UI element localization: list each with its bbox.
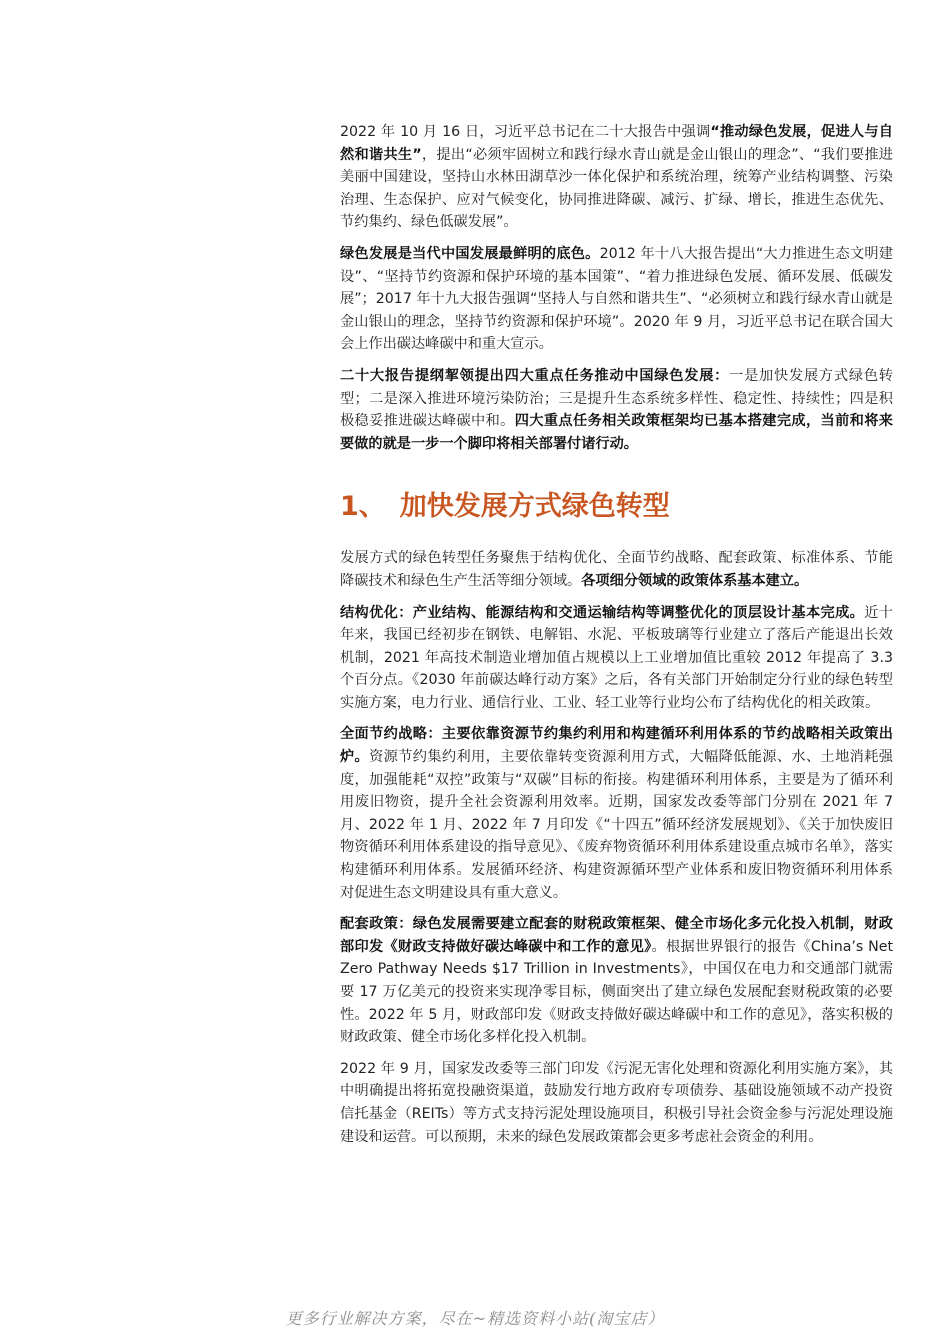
text: 一是加快发展方式绿色转型；二是深入推进环境污染防治；三是提升生态系统多样性、稳定性、持续性；四是积极稳妥推进碳达峰碳中和。 — [340, 367, 893, 430]
paragraph-intro — [340, 121, 893, 234]
text: 资源节约集约利用，主要依靠转变资源利用方式，大幅降低能源、水、土地消耗强度，加强能耗“双控”政策与“双碳”目标的衔接。构建循环利用体系，主要是为了循环利用废旧物资，提升全社会资源利用效率。近期，国家发改委等部门分别在 2021 年 7 月、2022 年 1 月、2022 年 7 月印发《“十四五”循环经济发展规划》、《关于加快废旧物资循环利用体系建设的指导意见》、《废弃物资循环利用体系建设重点城市名单》，落实构建循环利用体系。发展循环经济、构建资源循环型产业体系和废旧物资循环利用体系对促进生态文明建设具有重大意义。 — [340, 749, 893, 901]
paragraph-structure-optimization — [340, 602, 893, 715]
bold-text: 四大重点任务相关政策框架均已基本搭建完成，当前和将来要做的就是一步一个脚印将相关部署付诸行动。 — [340, 413, 893, 452]
bold-text: 全面节约战略：主要依靠资源节约集约利用和构建循环利用体系的节约战略相关政策出炉。 — [340, 726, 893, 766]
text: 发展方式的绿色转型任务聚焦于结构优化、全面节约战略、配套政策、标准体系、节能降碳技术和绿色生产生活等细分领域。 — [340, 550, 893, 589]
footer-watermark: 更多行业解决方案，尽在~精选资料小站(淘宝店） — [285, 1309, 665, 1328]
paragraph-sludge-plan — [340, 1058, 893, 1148]
text: 。根据世界银行的报告《China’s Net Zero Pathway Needs $17 Trillion in Investments》，中国仅在电力和交通部门就需要 17 万亿美元的投资来实现净零目标，侧面突出了建立绿色发展配套财税政策的必要性。2022 年 5 月，财政部印发《财政支持做好碳达峰碳中和工作的意见》，落实积极的财政政策、健全市场化多样化投入机制。 — [340, 938, 894, 1046]
paragraph-overview — [340, 547, 893, 592]
bold-text: 结构优化：产业结构、能源结构和交通运输结构等调整优化的顶层设计基本完成。 — [340, 604, 865, 621]
section-number: 1、 — [340, 491, 386, 523]
bold-text: 各项细分领域的政策体系基本建立。 — [581, 572, 809, 589]
text: 2012 年十八大报告提出“大力推进生态文明建设”、“坚持节约资源和保护环境的基本国策”、“着力推进绿色发展、循环发展、低碳发展”；2017 年十九大报告强调“坚持人与自然和谐共生”、“必须树立和践行绿水青山就是金山银山的理念，坚持节约资源和保护环境”。2020 年 9 月，习近平总书记在联合国大会上作出碳达峰碳中和重大宣示。 — [340, 245, 893, 353]
section-title: 加快发展方式绿色转型 — [399, 491, 670, 523]
text: ，提出“必须牢固树立和践行绿水青山就是金山银山的理念”、“我们要推进美丽中国建设，坚持山水林田湖草沙一体化保护和系统治理，统筹产业结构调整、污染治理、生态保护、应对气候变化，协同推进降碳、减污、扩绿、增长，推进生态优先、节约集约、绿色低碳发展”。 — [340, 146, 893, 231]
section-heading — [340, 489, 893, 525]
text: 2022 年 9 月，国家发改委等三部门印发《污泥无害化处理和资源化利用实施方案》，其中明确提出将拓宽投融资渠道，鼓励发行地方政府专项债券、基础设施领域不动产投资信托基金（REITs）等方式支持污泥处理设施项目，积极引导社会资金参与污泥处理设施建设和运营。可以预期，未来的绿色发展政策都会更多考虑社会资金的利用。 — [340, 1060, 893, 1145]
bold-text: 绿色发展是当代中国发展最鲜明的底色。 — [340, 245, 600, 262]
paragraph-four-tasks — [340, 365, 893, 455]
paragraph-saving-strategy — [340, 723, 893, 904]
bold-text: 二十大报告提纲挈领提出四大重点任务推动中国绿色发展： — [340, 367, 730, 384]
text: 2022 年 10 月 16 日，习近平总书记在二十大报告中强调 — [340, 124, 711, 140]
paragraph-green-development — [340, 243, 893, 356]
document-body — [340, 121, 893, 1157]
paragraph-supporting-policy — [340, 913, 893, 1049]
bold-text: “推动绿色发展，促进人与自然和谐共生” — [340, 124, 893, 163]
bold-text: 配套政策：绿色发展需要建立配套的财税政策框架、健全市场化多元化投入机制，财政部印发《财政支持做好碳达峰碳中和工作的意见》 — [340, 916, 893, 955]
text: 近十年来，我国已经初步在钢铁、电解铝、水泥、平板玻璃等行业建立了落后产能退出长效机制，2021 年高技术制造业增加值占规模以上工业增加值比重较 2012 年提高了 3.3 个百分点。《2030 年前碳达峰行动方案》之后，各有关部门开始制定分行业的绿色转型实施方案，电力行业、通信行业、工业、轻工业等行业均公布了结构优化的相关政策。 — [340, 604, 893, 711]
